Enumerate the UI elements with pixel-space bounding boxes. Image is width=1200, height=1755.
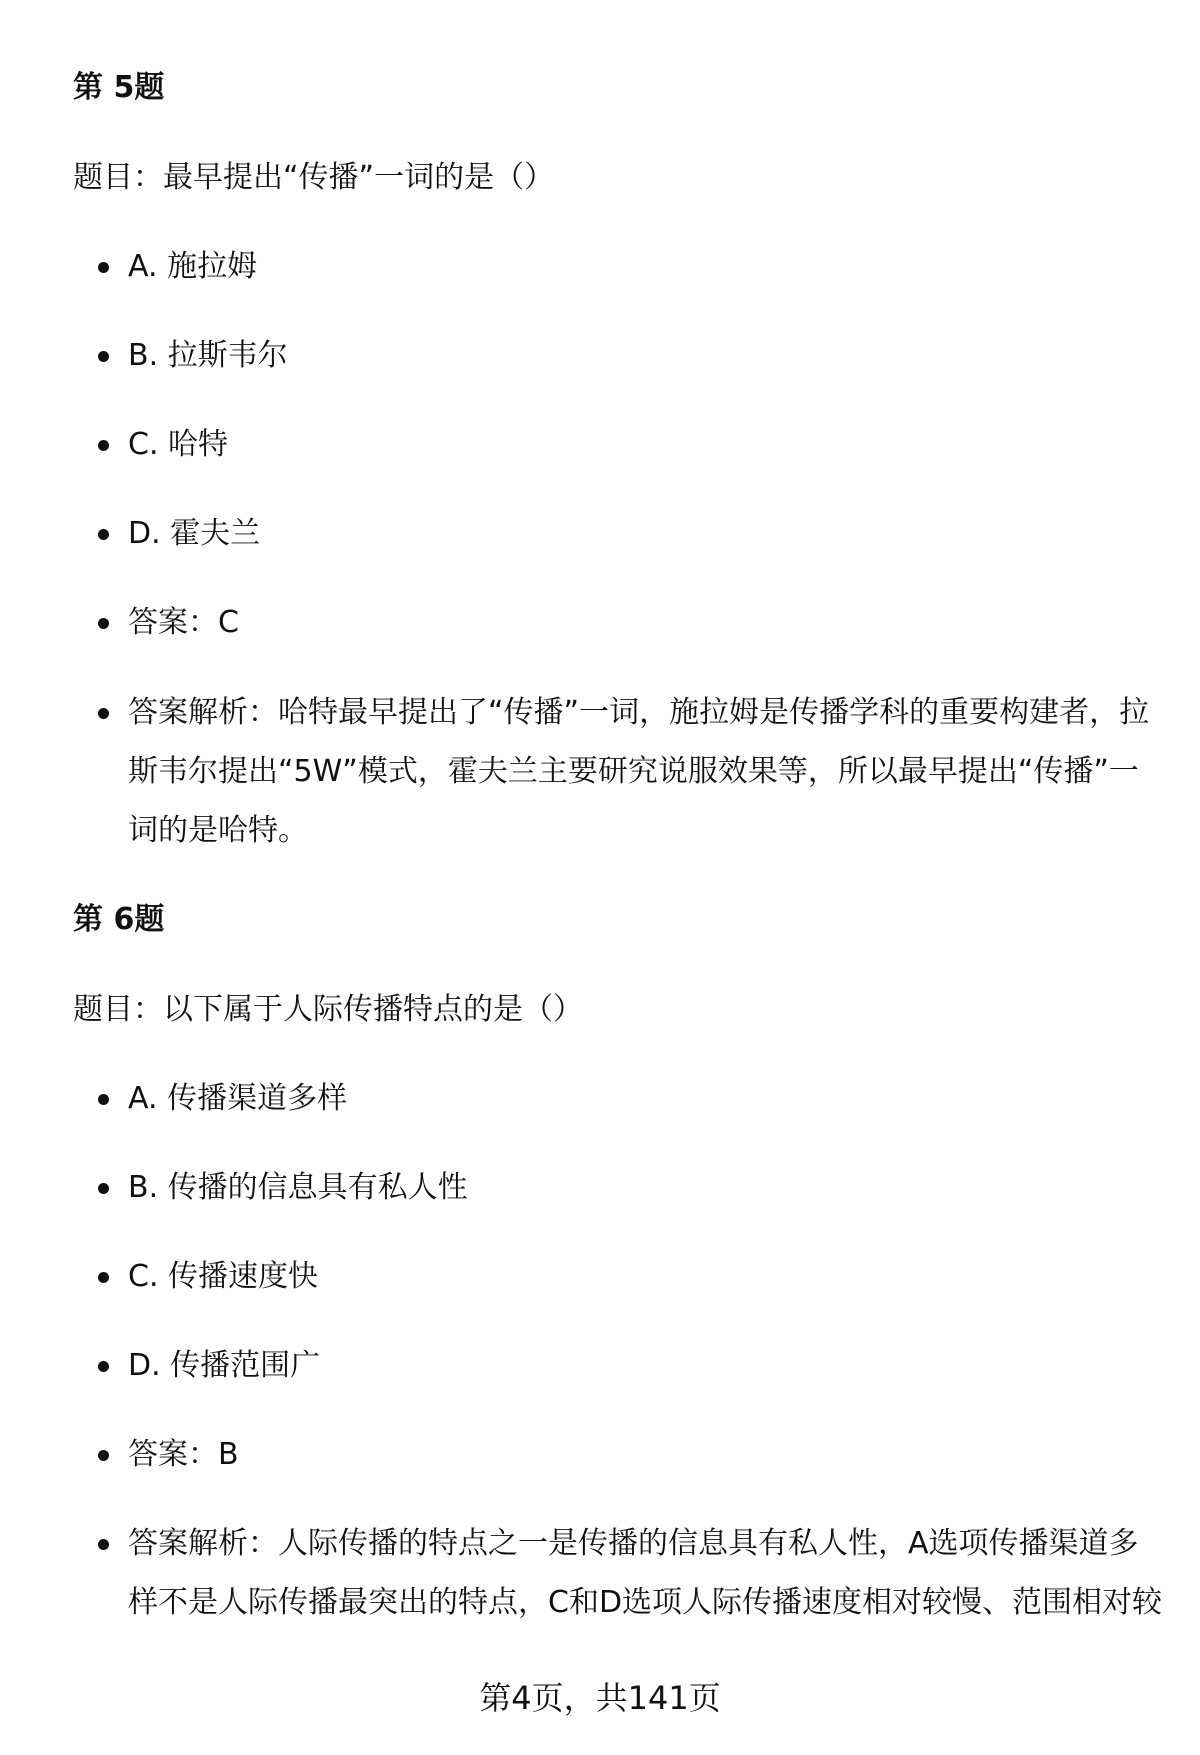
bullet-icon: [98, 1272, 109, 1283]
bullet-icon: [98, 351, 109, 362]
question-6-option-a: A. 传播渠道多样: [128, 1081, 348, 1116]
question-5-option-a: A. 施拉姆: [128, 249, 258, 284]
question-6-title: 第 6题: [73, 902, 165, 937]
bullet-icon: [98, 1183, 109, 1194]
question-6-option-b: B. 传播的信息具有私人性: [128, 1170, 468, 1205]
bullet-icon: [98, 618, 109, 629]
bullet-icon: [98, 1094, 109, 1105]
question-6-option-d: D. 传播范围广: [128, 1348, 321, 1383]
bullet-icon: [98, 440, 109, 451]
question-5-stem: 题目：最早提出“传播”一词的是（）: [73, 160, 555, 195]
bullet-icon: [98, 262, 109, 273]
question-6-option-c: C. 传播速度快: [128, 1259, 319, 1294]
question-5-option-d: D. 霍夫兰: [128, 516, 261, 551]
question-5-analysis: 答案解析：哈特最早提出了“传播”一词，施拉姆是传播学科的重要构建者，拉斯韦尔提出“5W”模式，霍夫兰主要研究说服效果等，所以最早提出“传播”一词的是哈特。: [128, 695, 1150, 848]
question-5-option-c: C. 哈特: [128, 427, 229, 462]
question-6-analysis: 答案解析：人际传播的特点之一是传播的信息具有私人性，A选项传播渠道多样不是人际传播最突出的特点，C和D选项人际传播速度相对较慢、范围相对较: [128, 1526, 1163, 1620]
page-number-footer: 第4页，共141页: [479, 1679, 721, 1717]
question-6-stem: 题目：以下属于人际传播特点的是（）: [73, 992, 583, 1027]
bullet-icon: [98, 1450, 109, 1461]
question-5-answer: 答案：C: [128, 605, 239, 640]
bullet-icon: [98, 1361, 109, 1372]
bullet-icon: [98, 1539, 109, 1550]
bullet-icon: [98, 708, 109, 719]
question-5-title: 第 5题: [73, 70, 165, 105]
question-5-option-b: B. 拉斯韦尔: [128, 338, 288, 373]
bullet-icon: [98, 529, 109, 540]
question-6-answer: 答案：B: [128, 1437, 239, 1472]
